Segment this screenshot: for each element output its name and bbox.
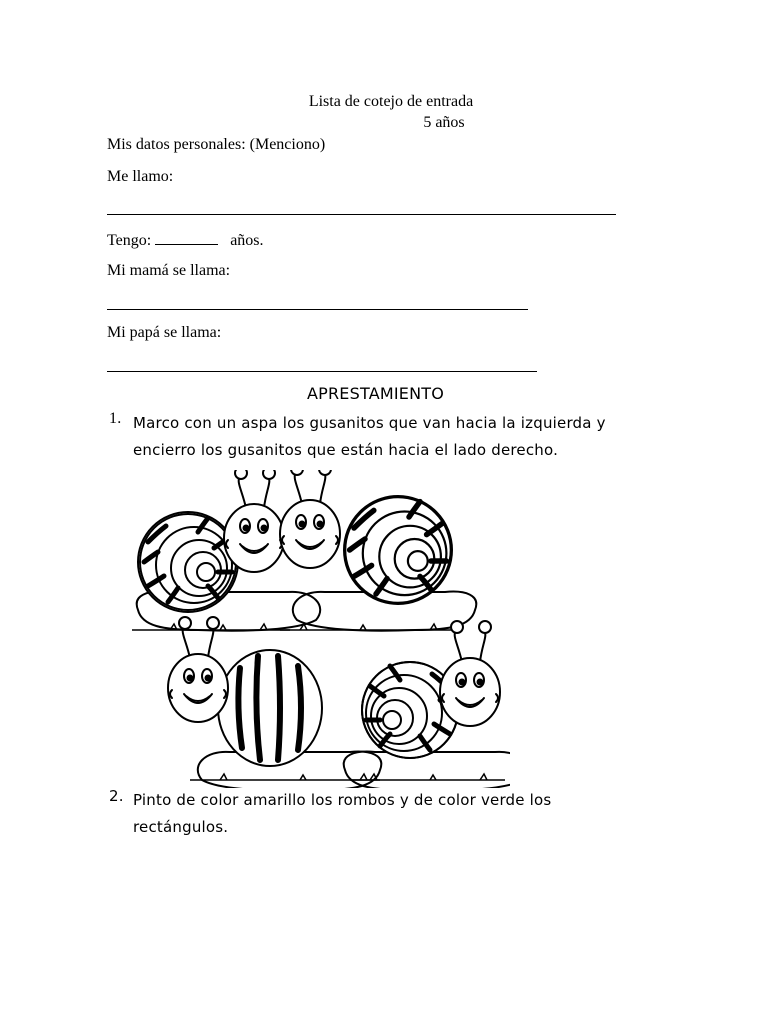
age-blank-line[interactable] <box>155 230 218 245</box>
mother-blank-line[interactable] <box>107 309 528 310</box>
instruction-text: Marco con un aspa los gusanitos que van hacia la izquierda y encierro los gusanitos que están hacia el lado derecho. <box>133 414 606 459</box>
age-unit: años. <box>230 232 264 249</box>
instruction-number: 2. <box>109 787 124 805</box>
age-row <box>107 230 264 250</box>
snail-bottom-right <box>344 621 510 788</box>
instruction-number: 1. <box>109 410 122 427</box>
name-blank-line[interactable] <box>107 214 616 215</box>
name-label: Me llamo: <box>107 168 174 185</box>
page-subtitle: 5 años <box>423 114 465 131</box>
mother-label: Mi mamá se llama: <box>107 262 231 279</box>
age-label: Tengo: <box>107 232 152 249</box>
instruction-text: Pinto de color amarillo los rombos y de color verde los rectángulos. <box>133 791 552 836</box>
snail-top-right <box>280 470 476 631</box>
page-title: Lista de cotejo de entrada <box>308 93 474 110</box>
father-blank-line[interactable] <box>107 371 537 372</box>
father-label: Mi papá se llama: <box>107 324 222 341</box>
personal-data-intro: Mis datos personales: (Menciono) <box>107 136 326 153</box>
section-heading: APRESTAMIENTO <box>307 384 445 403</box>
snail-bottom-left <box>168 617 381 788</box>
snails-illustration <box>130 470 510 788</box>
